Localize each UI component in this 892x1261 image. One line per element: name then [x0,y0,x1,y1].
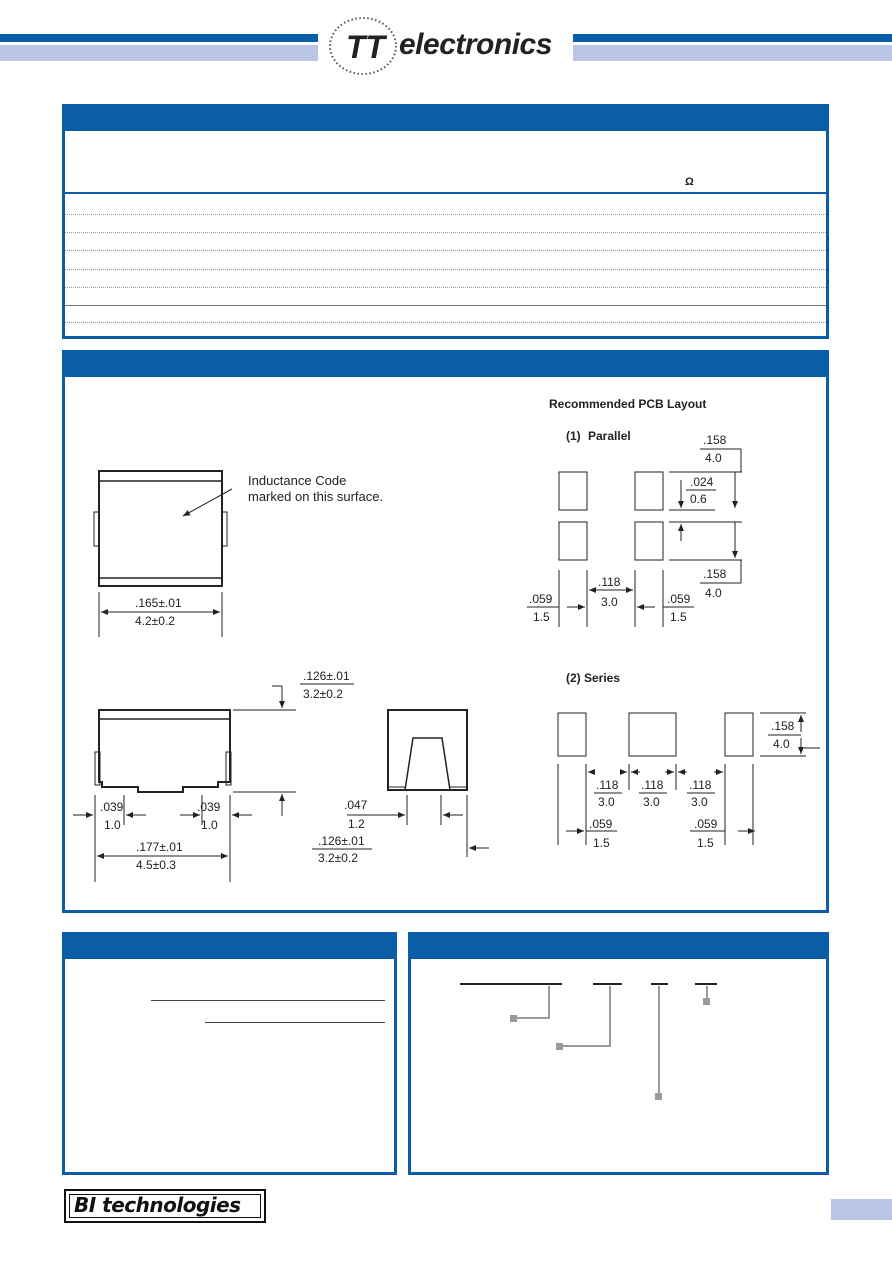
s-059b-mm: 1.5 [697,836,714,850]
table-group-rule [65,305,826,306]
p-158b-in: .158 [703,567,727,581]
p-158a-in: .158 [703,433,727,447]
header-stripe-right-light [573,45,892,61]
dim-term-right-mm: 1.0 [201,818,218,832]
p-158a-mm: 4.0 [705,451,722,465]
bottom-left-panel [62,932,397,1175]
s-118a-mm: 3.0 [598,795,615,809]
logo-wordmark: electronics [399,28,552,61]
page-tab-marker [831,1199,892,1220]
dim-end-in: .047 [344,798,368,812]
field-underline [205,1022,385,1023]
series-label: (2) Series [566,671,621,685]
part-number-panel [408,932,829,1175]
note-line2: marked on this surface. [248,489,384,504]
specs-panel [62,104,829,339]
table-row-rule [65,232,826,233]
note-line1: Inductance Code [248,473,347,488]
p-158b-mm: 4.0 [705,586,722,600]
dim-width-in: .165±.01 [135,596,182,610]
s-158-in: .158 [771,719,795,733]
dim-end-h-in: .126±.01 [318,834,365,848]
tt-electronics-logo [326,14,574,76]
dim-term-left-mm: 1.0 [104,818,121,832]
bi-logo-text: BI technologies [74,1193,241,1217]
s-059a-mm: 1.5 [593,836,610,850]
dim-length-mm: 4.5±0.3 [136,858,176,872]
s-118a-in: .118 [596,778,619,792]
table-row-rule [65,322,826,323]
s-059a-in: .059 [589,817,613,831]
dim-height-in: .126±.01 [303,669,350,683]
dim-end-mm: 1.2 [348,817,365,831]
s-059b-in: .059 [694,817,718,831]
table-row-rule [65,250,826,251]
s-118c-in: .118 [689,778,712,792]
p-059b-in: .059 [667,592,691,606]
dim-term-right-in: .039 [197,800,221,814]
bottom-left-panel-header [65,935,394,959]
s-118b-in: .118 [641,778,664,792]
header-stripe-left-light [0,45,318,61]
dim-term-left-in: .039 [100,800,124,814]
parallel-label: Parallel [588,429,631,443]
table-row-rule [65,269,826,270]
header-stripe-left-dark [0,34,318,42]
ohm-symbol: Ω [685,176,694,188]
p-118-in: .118 [598,575,621,589]
dimensions-panel-header [65,353,826,377]
dimensions-panel [62,350,829,913]
p-024-in: .024 [690,475,714,489]
parallel-number: (1) [566,429,581,443]
recommended-title: Recommended PCB Layout [549,397,707,411]
p-059a-in: .059 [529,592,553,606]
dim-end-h-mm: 3.2±0.2 [318,851,358,865]
dim-length-in: .177±.01 [136,840,183,854]
p-118-mm: 3.0 [601,595,618,609]
specs-header-divider [65,192,826,194]
dim-height-mm: 3.2±0.2 [303,687,343,701]
table-row-rule [65,287,826,288]
s-118c-mm: 3.0 [691,795,708,809]
p-059b-mm: 1.5 [670,610,687,624]
s-118b-mm: 3.0 [643,795,660,809]
p-059a-mm: 1.5 [533,610,550,624]
table-row-rule [65,214,826,215]
s-158-mm: 4.0 [773,737,790,751]
dim-width-mm: 4.2±0.2 [135,614,175,628]
part-number-panel-header [411,935,826,959]
specs-panel-header [65,107,826,131]
header-stripe-right-dark [573,34,892,42]
bi-technologies-logo [64,1189,266,1223]
field-underline [151,1000,385,1001]
tt-mark: TT [346,29,386,65]
p-024-mm: 0.6 [690,492,707,506]
